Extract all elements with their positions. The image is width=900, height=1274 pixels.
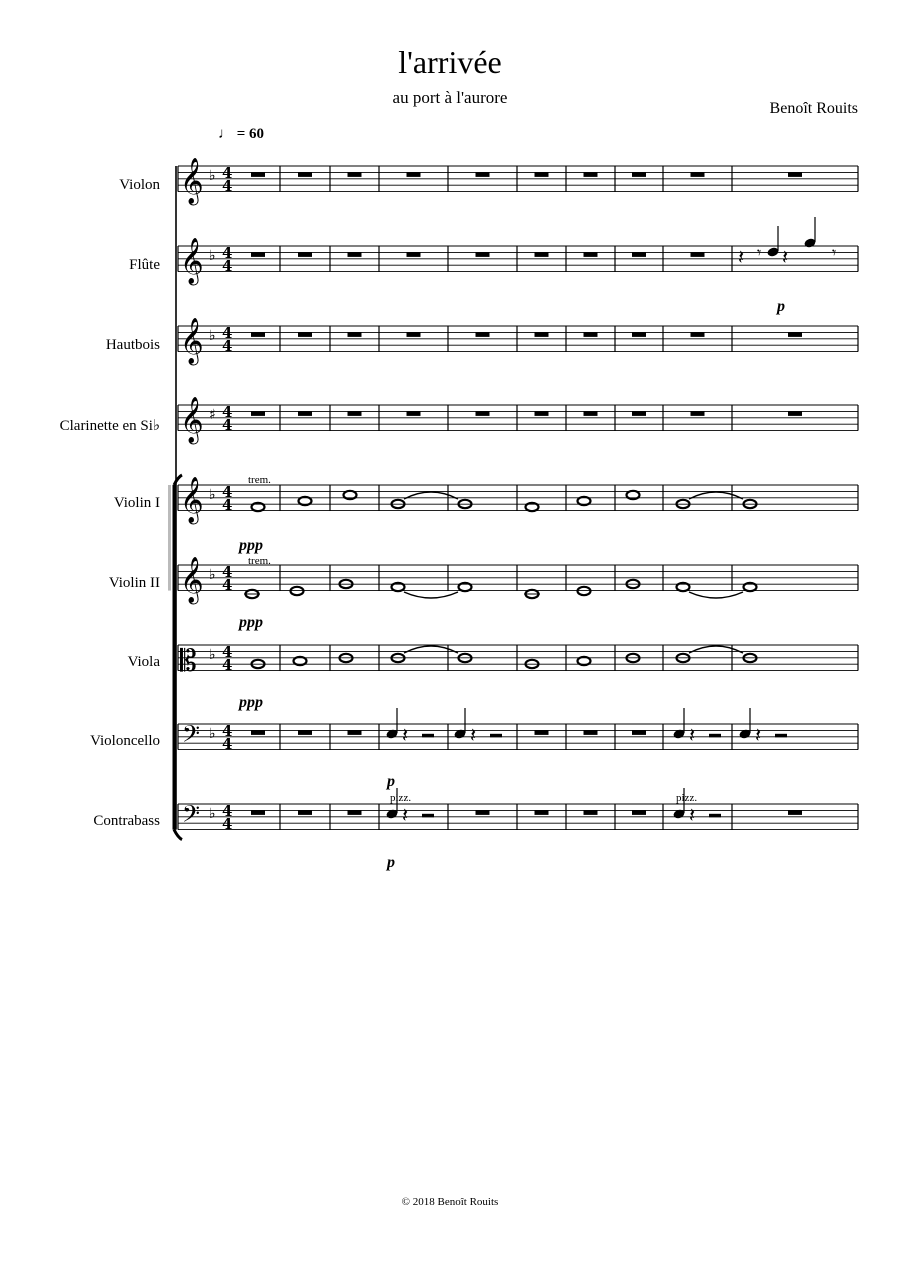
key-signature-flute: ♭ xyxy=(209,248,216,264)
whole-rest-violon xyxy=(535,172,549,177)
whole-rest-flute xyxy=(251,252,265,257)
instrument-name-flute: Flûte xyxy=(129,257,160,273)
whole-rest-flute xyxy=(535,252,549,257)
composer-name: Benoît Rouits xyxy=(769,100,858,117)
key-signature-hautbois: ♭ xyxy=(209,328,216,344)
tempo-marking: ♩ = 60 xyxy=(218,126,265,142)
tie-violin-2 xyxy=(689,592,743,598)
whole-rest-flute xyxy=(476,252,490,257)
key-signature-violoncello: ♭ xyxy=(209,726,216,742)
quarter-rest-contrabass: 𝄽 xyxy=(689,803,696,827)
whole-rest-contrabass xyxy=(251,810,265,815)
time-signature-bottom-violon: 4 xyxy=(222,177,233,195)
whole-rest-hautbois xyxy=(584,332,598,337)
whole-rest-clarinette xyxy=(348,411,362,416)
whole-rest-clarinette xyxy=(535,411,549,416)
whole-rest-contrabass xyxy=(476,810,490,815)
dynamic-p-flute: p xyxy=(777,298,785,315)
whole-rest-violoncello xyxy=(298,730,312,735)
whole-rest-violon xyxy=(476,172,490,177)
pizz-marking-contrabass-1: pizz. xyxy=(390,792,412,804)
time-signature-bottom-flute: 4 xyxy=(222,257,233,275)
whole-rest-flute xyxy=(407,252,421,257)
whole-rest-violon xyxy=(407,172,421,177)
half-rest-contrabass xyxy=(422,814,434,818)
pizz-marking-contrabass-2: pizz. xyxy=(676,792,698,804)
instrument-name-viola: Viola xyxy=(127,654,160,670)
whole-rest-hautbois xyxy=(632,332,646,337)
half-rest-violoncello xyxy=(422,734,434,738)
whole-rest-clarinette xyxy=(788,411,802,416)
whole-rest-violoncello xyxy=(348,730,362,735)
whole-rest-violon xyxy=(632,172,646,177)
time-signature-top-violin-1: 4 xyxy=(222,483,233,501)
dynamic-p-violoncello: p xyxy=(387,773,395,790)
whole-rest-flute xyxy=(348,252,362,257)
treble-clef-violin-1: 𝄞 xyxy=(180,477,204,523)
whole-rest-hautbois xyxy=(348,332,362,337)
dynamic-p-contrabass: p xyxy=(387,854,395,871)
instrument-name-contrabass: Contrabass xyxy=(93,813,160,829)
whole-rest-contrabass xyxy=(788,810,802,815)
time-signature-top-flute: 4 xyxy=(222,244,233,262)
time-signature-top-viola: 4 xyxy=(222,643,233,661)
whole-rest-clarinette xyxy=(584,411,598,416)
time-signature-bottom-contrabass: 4 xyxy=(222,815,233,833)
instrument-name-violin-2: Violin II xyxy=(108,575,160,591)
key-signature-violon: ♭ xyxy=(209,168,216,184)
whole-rest-contrabass xyxy=(298,810,312,815)
tie-viola xyxy=(404,646,458,653)
whole-rest-violoncello xyxy=(251,730,265,735)
whole-rest-flute xyxy=(691,252,705,257)
whole-rest-hautbois xyxy=(476,332,490,337)
whole-rest-clarinette xyxy=(407,411,421,416)
time-signature-bottom-hautbois: 4 xyxy=(222,337,233,355)
whole-rest-flute xyxy=(584,252,598,257)
whole-rest-contrabass xyxy=(535,810,549,815)
whole-rest-hautbois xyxy=(298,332,312,337)
key-signature-violin-2: ♭ xyxy=(209,567,216,583)
quarter-rest-violoncello: 𝄽 xyxy=(402,723,409,747)
whole-rest-contrabass xyxy=(348,810,362,815)
treble-clef-flute: 𝄞 xyxy=(180,238,204,284)
whole-rest-violon xyxy=(584,172,598,177)
half-rest-violoncello xyxy=(709,734,721,738)
whole-rest-violon xyxy=(348,172,362,177)
whole-rest-flute xyxy=(298,252,312,257)
key-signature-clarinette: ♯ xyxy=(209,407,216,423)
quarter-rest-violoncello: 𝄽 xyxy=(755,723,762,747)
half-rest-violoncello xyxy=(775,734,787,738)
instrument-name-violoncello: Violoncello xyxy=(90,733,160,749)
whole-rest-hautbois xyxy=(535,332,549,337)
treble-clef-violin-2: 𝄞 xyxy=(180,557,204,603)
time-signature-top-contrabass: 4 xyxy=(222,802,233,820)
treble-clef-violon: 𝄞 xyxy=(180,158,204,204)
whole-rest-clarinette xyxy=(691,411,705,416)
time-signature-bottom-viola: 4 xyxy=(222,656,233,674)
whole-rest-contrabass xyxy=(584,810,598,815)
whole-rest-hautbois xyxy=(251,332,265,337)
tie-violin-2 xyxy=(404,592,458,598)
whole-rest-violon xyxy=(788,172,802,177)
bass-clef-contrabass: 𝄢 xyxy=(182,800,201,833)
key-signature-violin-1: ♭ xyxy=(209,487,216,503)
key-signature-viola: ♭ xyxy=(209,647,216,663)
trem-marking-violin-2: trem. xyxy=(248,555,271,567)
quarter-rest-flute-2: 𝄽 xyxy=(782,245,789,269)
eighth-rest-flute-2: 𝄾 xyxy=(832,243,837,262)
quarter-rest-flute: 𝄽 xyxy=(738,245,745,269)
whole-rest-hautbois xyxy=(788,332,802,337)
time-signature-top-violin-2: 4 xyxy=(222,563,233,581)
instrument-name-hautbois: Hautbois xyxy=(105,337,160,353)
whole-rest-violon xyxy=(251,172,265,177)
violins-sub-bracket xyxy=(168,485,171,591)
trem-marking-violin-1: trem. xyxy=(248,474,271,486)
whole-rest-hautbois xyxy=(407,332,421,337)
piece-subtitle: au port à l'aurore xyxy=(392,88,508,107)
alto-clef-viola: 𝄡 xyxy=(180,644,197,679)
instrument-name-violon: Violon xyxy=(119,177,160,193)
time-signature-top-hautbois: 4 xyxy=(222,324,233,342)
whole-rest-clarinette xyxy=(251,411,265,416)
dynamic-ppp-violin-2: ppp xyxy=(239,614,263,631)
whole-rest-clarinette xyxy=(476,411,490,416)
bass-clef-violoncello: 𝄢 xyxy=(182,720,201,753)
eighth-rest-flute: 𝄾 xyxy=(757,243,762,262)
treble-clef-hautbois: 𝄞 xyxy=(180,318,204,364)
time-signature-bottom-clarinette: 4 xyxy=(222,416,233,434)
time-signature-bottom-violin-1: 4 xyxy=(222,496,233,514)
dynamic-ppp-viola: ppp xyxy=(239,694,263,711)
copyright-notice: © 2018 Benoît Rouits xyxy=(401,1196,499,1208)
dynamic-ppp-violin-1: ppp xyxy=(239,537,263,554)
whole-rest-violoncello xyxy=(584,730,598,735)
half-rest-violoncello xyxy=(490,734,502,738)
whole-rest-violoncello xyxy=(632,730,646,735)
time-signature-bottom-violoncello: 4 xyxy=(222,735,233,753)
whole-rest-violon xyxy=(691,172,705,177)
whole-rest-hautbois xyxy=(691,332,705,337)
time-signature-top-violoncello: 4 xyxy=(222,722,233,740)
whole-rest-violoncello xyxy=(535,730,549,735)
time-signature-top-violon: 4 xyxy=(222,164,233,182)
whole-rest-clarinette xyxy=(298,411,312,416)
key-signature-contrabass: ♭ xyxy=(209,806,216,822)
whole-rest-violon xyxy=(298,172,312,177)
time-signature-top-clarinette: 4 xyxy=(222,403,233,421)
quarter-rest-contrabass: 𝄽 xyxy=(402,803,409,827)
instrument-name-violin-1: Violin I xyxy=(113,495,160,511)
whole-rest-clarinette xyxy=(632,411,646,416)
half-rest-contrabass xyxy=(709,814,721,818)
whole-rest-flute xyxy=(632,252,646,257)
quarter-rest-violoncello: 𝄽 xyxy=(470,723,477,747)
instrument-name-clarinette: Clarinette en Si♭ xyxy=(59,418,160,434)
treble-clef-clarinette: 𝄞 xyxy=(180,397,204,443)
time-signature-bottom-violin-2: 4 xyxy=(222,576,233,594)
quarter-rest-violoncello: 𝄽 xyxy=(689,723,696,747)
whole-rest-contrabass xyxy=(632,810,646,815)
piece-title: l'arrivée xyxy=(398,44,502,80)
tie-viola xyxy=(689,646,743,653)
